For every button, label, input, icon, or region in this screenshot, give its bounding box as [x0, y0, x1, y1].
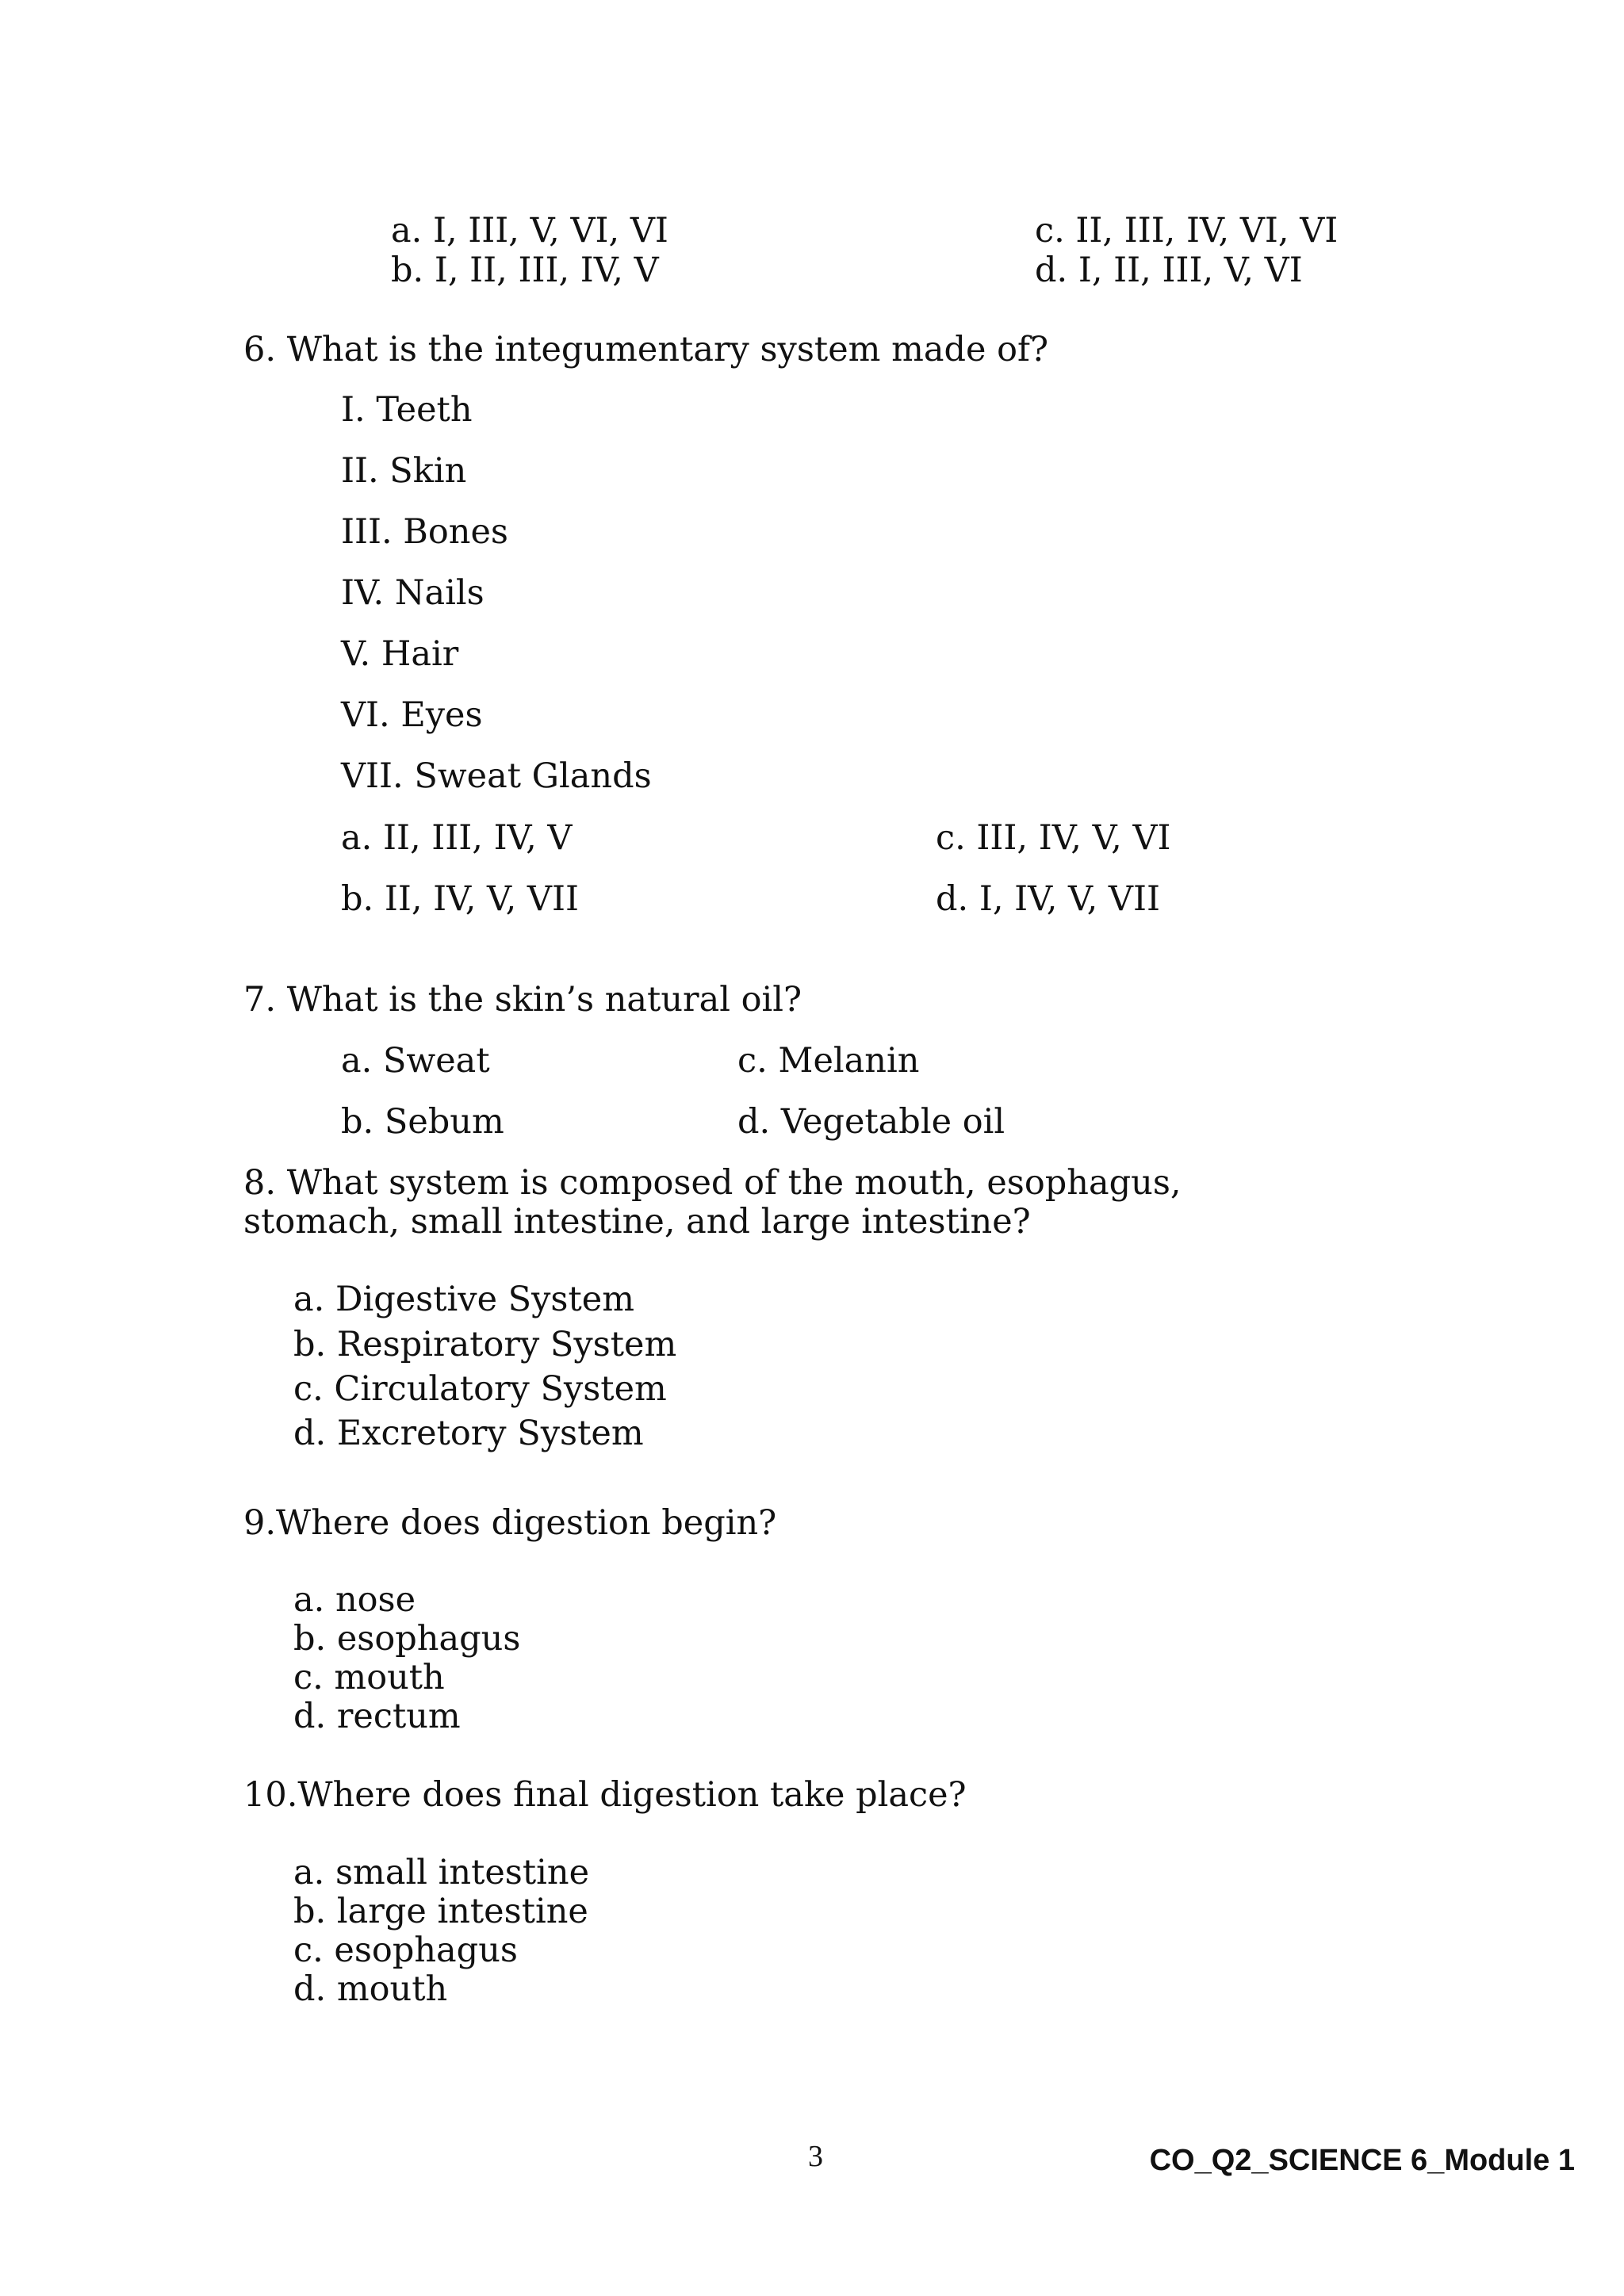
q10-question: 10.Where does final digestion take place?	[243, 1775, 967, 1815]
q6-item: VI. Eyes	[341, 695, 483, 735]
q7-option-b: b. Sebum	[341, 1102, 504, 1142]
q6-item: II. Skin	[341, 451, 467, 491]
q10-option: c. esophagus	[293, 1931, 518, 1970]
q7-option-c: c. Melanin	[737, 1041, 920, 1081]
page-number: 3	[808, 2140, 823, 2173]
q6-item: I. Teeth	[341, 390, 473, 430]
q8-question-line1: 8. What system is composed of the mouth, esophagus,	[243, 1163, 1182, 1203]
q10-option: b. large intestine	[293, 1892, 588, 1931]
q6-item: V. Hair	[341, 634, 459, 674]
q5-option-b: b. I, II, III, IV, V	[391, 251, 659, 290]
q7-option-a: a. Sweat	[341, 1041, 490, 1081]
q10-option: d. mouth	[293, 1969, 448, 2009]
q6-question: 6. What is the integumentary system made of?	[243, 330, 1048, 369]
q6-option-b: b. II, IV, V, VII	[341, 879, 579, 919]
q6-option-d: d. I, IV, V, VII	[936, 879, 1160, 919]
q9-question: 9.Where does digestion begin?	[243, 1503, 777, 1543]
q10-option: a. small intestine	[293, 1853, 590, 1892]
q8-option: b. Respiratory System	[293, 1325, 677, 1364]
q7-option-d: d. Vegetable oil	[737, 1102, 1005, 1142]
q6-option-c: c. III, IV, V, VI	[936, 818, 1171, 858]
q6-item: VII. Sweat Glands	[341, 756, 652, 796]
q5-option-d: d. I, II, III, V, VI	[1035, 251, 1303, 290]
q8-option: d. Excretory System	[293, 1414, 644, 1453]
q9-option: a. nose	[293, 1580, 416, 1620]
q5-option-c: c. II, III, IV, VI, VI	[1035, 211, 1339, 251]
q6-option-a: a. II, III, IV, V	[341, 818, 573, 858]
q8-question-line2: stomach, small intestine, and large intestine?	[243, 1202, 1031, 1242]
q6-item: III. Bones	[341, 512, 508, 552]
q8-option: c. Circulatory System	[293, 1369, 667, 1409]
q9-option: d. rectum	[293, 1697, 461, 1736]
q9-option: c. mouth	[293, 1658, 445, 1697]
q5-option-a: a. I, III, V, VI, VI	[391, 211, 668, 251]
q8-option: a. Digestive System	[293, 1280, 634, 1319]
q7-question: 7. What is the skin’s natural oil?	[243, 980, 802, 1020]
q9-option: b. esophagus	[293, 1619, 521, 1659]
q6-item: IV. Nails	[341, 573, 485, 613]
module-code: CO_Q2_SCIENCE 6_Module 1	[1149, 2144, 1575, 2177]
